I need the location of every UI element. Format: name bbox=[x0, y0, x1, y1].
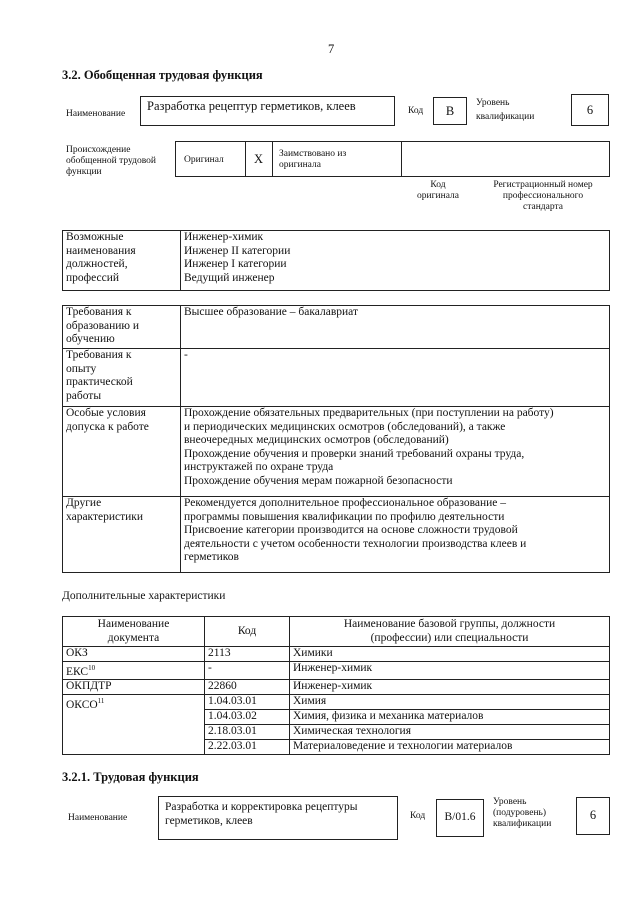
list-item: Инженер I категории bbox=[184, 258, 287, 270]
name-value-box bbox=[140, 96, 395, 126]
positions-table bbox=[62, 230, 610, 291]
function-level-value: 6 bbox=[589, 808, 597, 822]
function-name-label: Наименование bbox=[68, 813, 128, 823]
function-level-label: Уровень (подуровень) квалификации bbox=[493, 797, 552, 829]
additional-table bbox=[62, 616, 610, 755]
table-row: 2.22.03.01 Материаловедение и технологии материалов bbox=[63, 739, 610, 754]
code-value-box bbox=[433, 97, 467, 125]
borrowed-label: Заимствовано из оригинала bbox=[279, 149, 347, 170]
table-row: ОКСО$^{11}$ 1.04.03.01 Химия bbox=[63, 695, 610, 710]
table-row bbox=[63, 497, 610, 573]
level-label-line: квалификации bbox=[476, 112, 535, 122]
column-header: Код bbox=[205, 617, 290, 647]
positions-values bbox=[181, 231, 610, 291]
name-label: Наименование bbox=[66, 109, 126, 119]
table-header-row bbox=[63, 617, 610, 647]
column-header: Наименование документа bbox=[63, 617, 205, 647]
name-value: Разработка рецептур герметиков, клеев bbox=[147, 99, 356, 113]
column-header: Наименование базовой группы, должности (профессии) или специальности bbox=[290, 617, 610, 647]
table-row bbox=[63, 407, 610, 497]
code-orig-caption: Код оригинала bbox=[417, 180, 459, 201]
table-row bbox=[63, 306, 610, 349]
list-item: Ведущий инженер bbox=[184, 271, 275, 284]
table-row: 1.04.03.02 Химия, физика и механика материалов bbox=[63, 709, 610, 724]
requirement-value: - bbox=[181, 349, 610, 407]
requirement-label: Особые условия допуска к работе bbox=[63, 407, 181, 497]
table-row bbox=[63, 349, 610, 407]
page-number: 7 bbox=[328, 42, 335, 56]
function-code-label: Код bbox=[410, 811, 426, 821]
list-item: Инженер-химик bbox=[184, 231, 264, 243]
level-label bbox=[476, 98, 534, 123]
level-value-box bbox=[571, 94, 609, 126]
subsection-heading: 3.2.1. Трудовая функция bbox=[62, 770, 199, 784]
function-code-box bbox=[436, 799, 484, 837]
table-row: 2.18.03.01 Химическая технология bbox=[63, 724, 610, 739]
function-code-value: B/01.6 bbox=[444, 811, 476, 823]
table-row: ОКПДТР 22860 Инженер-химик bbox=[63, 680, 610, 695]
requirements-table bbox=[62, 305, 610, 573]
requirement-value: Высшее образование – бакалавриат bbox=[181, 306, 610, 349]
list-item: Инженер II категории bbox=[184, 244, 291, 257]
section-heading: 3.2. Обобщенная трудовая функция bbox=[62, 68, 263, 82]
table-row: ОКЗ 2113 Химики bbox=[63, 647, 610, 662]
origin-box bbox=[175, 141, 610, 177]
requirement-value: Рекомендуется дополнительное профессиональное образование – программы повышения квалификации по профилю деятельности Присвоение категории производится на основе сложности трудовой деятельности с учетом особенности технологии производства клеев и герметиков bbox=[181, 497, 610, 573]
positions-label: Возможные наименования должностей, профессий bbox=[63, 231, 181, 291]
reg-number-caption: Регистрационный номер профессионального стандарта bbox=[493, 180, 593, 212]
table-row: ЕКС$^{10}$ - Инженер-химик bbox=[63, 662, 610, 680]
original-mark: X bbox=[254, 152, 264, 166]
origin-label: Происхождение обобщенной трудовой функции bbox=[66, 145, 156, 177]
level-value: 6 bbox=[586, 103, 594, 117]
requirement-value: Прохождение обязательных предварительных (при поступлении на работу) и периодических медицинских осмотров (обследований), а также внеочередных медицинских осмотров (обследований) Прохождение обучения и проверки знаний требований охраны труда, инструктажей по охране труда Прохождение обучения мерам пожарной безопасности bbox=[181, 407, 610, 497]
function-level-box bbox=[576, 797, 610, 835]
code-label: Код bbox=[408, 106, 424, 116]
level-label-line: Уровень bbox=[476, 98, 510, 108]
function-name-box: Разработка и корректировка рецептуры герметиков, клеев bbox=[158, 796, 398, 840]
requirement-label: Требования к образованию и обучению bbox=[63, 306, 181, 349]
requirement-label: Другие характеристики bbox=[63, 497, 181, 573]
code-value: B bbox=[445, 104, 455, 118]
original-label: Оригинал bbox=[184, 155, 224, 165]
additional-title: Дополнительные характеристики bbox=[62, 590, 226, 602]
requirement-label: Требования к опыту практической работы bbox=[63, 349, 181, 407]
